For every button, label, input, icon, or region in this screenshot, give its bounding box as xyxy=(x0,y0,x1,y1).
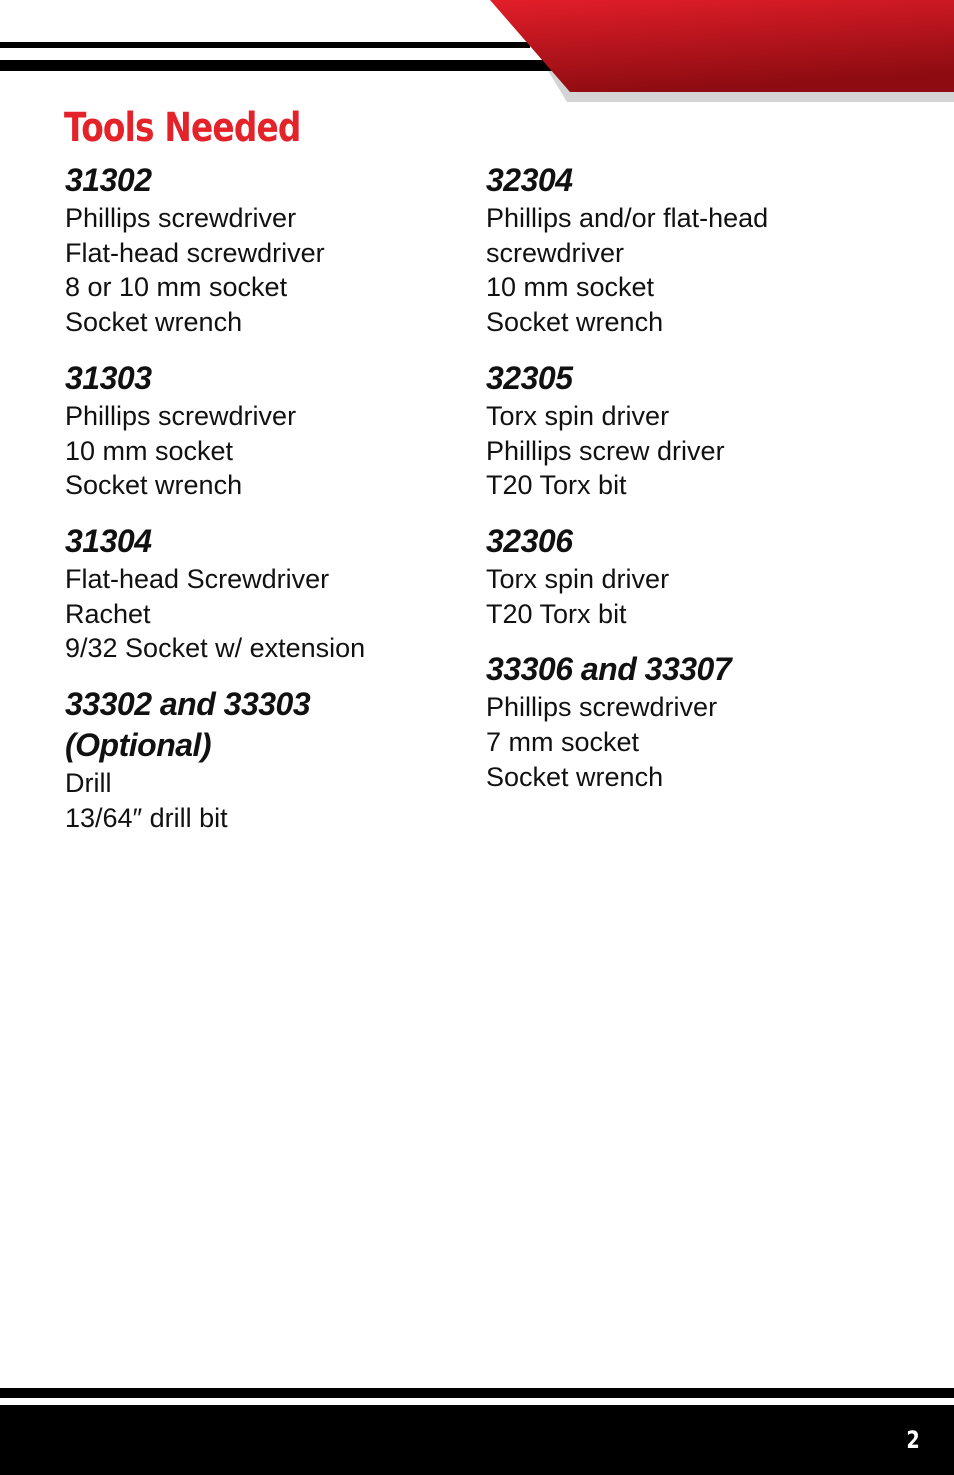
tool-list xyxy=(486,201,926,340)
tool-item: Torx spin driver xyxy=(486,400,670,431)
kit-title: 31304 xyxy=(65,522,152,559)
tool-item: Flat-head Screwdriver xyxy=(65,563,330,594)
kit-title: 32306 xyxy=(486,522,573,559)
tool-item: Flat-head screwdriver xyxy=(65,237,325,268)
tool-list xyxy=(486,562,926,631)
kit-title: 32304 xyxy=(486,162,573,198)
kit-section xyxy=(65,521,455,666)
kit-section xyxy=(486,160,926,340)
kit-section xyxy=(486,521,926,631)
kit-title: 33302 and 33303 (Optional) xyxy=(65,686,311,764)
tool-list xyxy=(486,399,926,503)
tool-item: 7 mm socket xyxy=(486,727,640,758)
kit-title: 33306 and 33307 xyxy=(486,651,732,688)
tool-item: Socket wrench xyxy=(65,470,243,501)
tool-item: T20 Torx bit xyxy=(486,598,627,629)
tool-list xyxy=(486,690,926,794)
tool-item: Socket wrench xyxy=(486,307,664,338)
tool-item: Phillips and/or flat-head screwdriver xyxy=(486,203,769,268)
tool-item: Socket wrench xyxy=(65,307,243,338)
footer-bar xyxy=(0,1405,954,1475)
tool-list xyxy=(65,766,455,835)
tool-item: Drill xyxy=(65,768,112,799)
tool-item: Torx spin driver xyxy=(486,563,670,594)
tool-item: T20 Torx bit xyxy=(486,470,627,501)
page-title: Tools Needed xyxy=(64,105,301,151)
tool-list xyxy=(65,399,455,503)
tool-item: Phillips screwdriver xyxy=(65,203,297,233)
kit-title: 31303 xyxy=(65,359,152,396)
tool-item: Phillips screwdriver xyxy=(65,400,297,431)
header-stripes-graphic xyxy=(0,0,954,110)
tool-item: Socket wrench xyxy=(486,761,664,792)
kit-section xyxy=(65,358,455,503)
tool-item: 8 or 10 mm socket xyxy=(65,272,288,303)
left-column xyxy=(65,160,455,853)
kit-section xyxy=(65,684,455,835)
tool-list xyxy=(65,562,455,666)
tool-item: Phillips screwdriver xyxy=(486,692,718,723)
kit-title: 31302 xyxy=(65,162,152,198)
tool-item: 10 mm socket xyxy=(486,272,655,303)
footer-rule xyxy=(0,1388,954,1398)
tool-item: Phillips screw driver xyxy=(486,435,725,466)
tool-item: 9/32 Socket w/ extension xyxy=(65,633,366,664)
kit-section xyxy=(65,160,455,340)
page-number: 2 xyxy=(906,1426,920,1454)
kit-section xyxy=(486,358,926,503)
kit-section xyxy=(486,649,926,794)
right-column xyxy=(486,160,926,812)
kit-title: 32305 xyxy=(486,359,573,396)
tool-item: 13/64″ drill bit xyxy=(65,802,228,833)
tool-item: 10 mm socket xyxy=(65,435,234,466)
tool-list xyxy=(65,201,455,340)
tool-item: Rachet xyxy=(65,598,151,629)
